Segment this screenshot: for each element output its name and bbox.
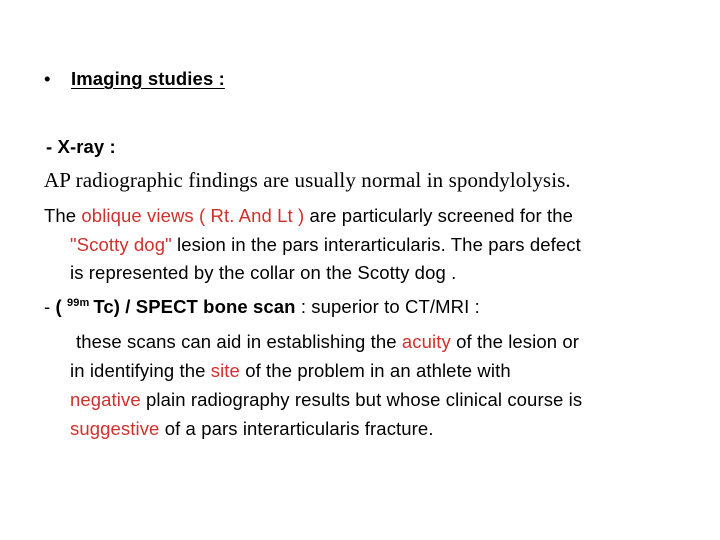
oblique-text: The [44,205,82,226]
acuity-highlight: acuity [401,331,451,352]
scans-line-2 [70,360,511,382]
spect-open-paren: ( [55,296,68,317]
heading-line [44,68,225,90]
scotty-dog-highlight: "Scotty dog" [70,234,172,255]
scans-text: plain radiography results but whose clinical course is [140,389,583,410]
scans-text: these scans can aid in establishing the [76,331,402,352]
xray-prefix: - [46,136,58,157]
scans-text: of a pars interarticularis fracture. [159,418,434,439]
xray-heading [46,136,116,158]
scans-text: in identifying the [70,360,211,381]
negative-highlight: negative [70,389,141,410]
bullet-icon: • [44,68,51,89]
site-highlight: site [210,360,240,381]
spect-heading [44,296,480,321]
oblique-line-3: is represented by the collar on the Scotty dog . [70,262,457,283]
oblique-text: lesion in the pars interarticularis. The pars defect [171,234,581,255]
oblique-views-highlight: oblique views ( Rt. And Lt ) [81,205,305,226]
scans-line-3 [70,389,582,411]
scans-text: of the lesion or [450,331,580,352]
oblique-text: are particularly screened for the [304,205,573,226]
ap-finding-text: AP radiographic findings are usually normal in spondylolysis. [44,168,571,192]
spect-prefix: - [44,296,56,317]
spect-rest: : superior to CT/MRI : [295,296,480,317]
section-heading: Imaging studies : [71,68,225,89]
spect-label: Tc) / SPECT bone scan [93,296,296,317]
isotope-superscript: 99m [67,297,90,309]
xray-label: X-ray : [57,136,116,157]
oblique-line-1 [44,205,573,227]
suggestive-highlight: suggestive [70,418,160,439]
oblique-line-2 [70,234,581,256]
scans-line-4 [70,418,434,440]
scans-line-1 [76,331,579,353]
scans-text: of the problem in an athlete with [239,360,511,381]
